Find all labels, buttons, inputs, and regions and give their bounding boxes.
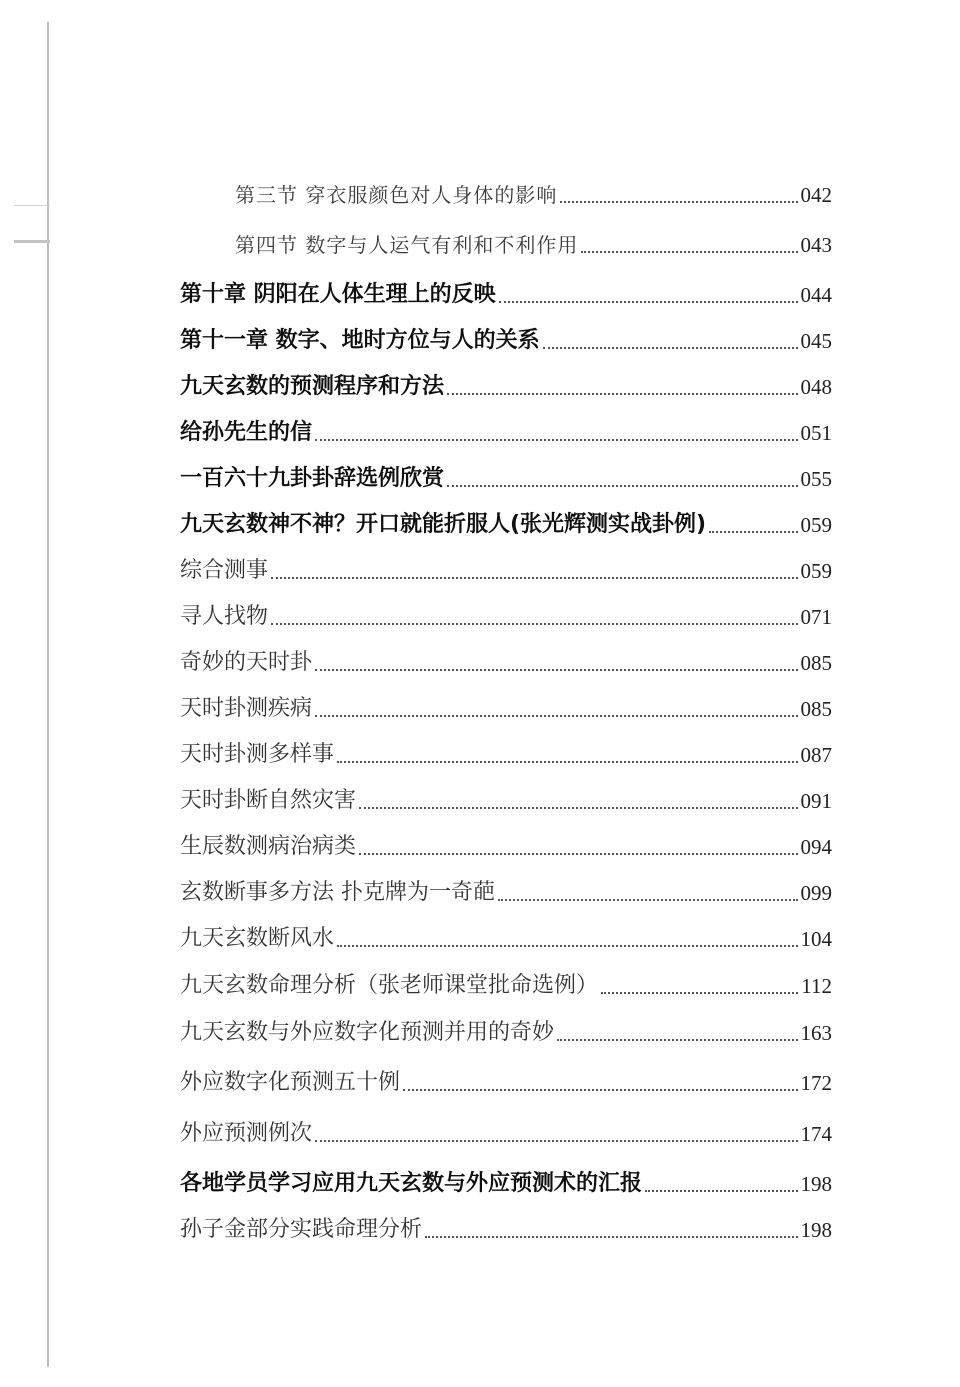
toc-entry-page: 059 [800, 559, 832, 583]
toc-entry [180, 275, 832, 309]
toc-entry-page: 112 [801, 974, 832, 998]
toc-leader-dots [645, 1190, 797, 1192]
toc-entry-page: 094 [800, 835, 832, 859]
toc-leader-dots [337, 945, 797, 947]
toc-leader-dots [337, 761, 797, 763]
toc-entry [180, 1114, 832, 1148]
toc-leader-dots [315, 715, 797, 717]
toc-leader-dots [359, 807, 797, 809]
toc-entry [180, 919, 832, 953]
toc-entry-page: 055 [800, 467, 832, 491]
toc-entry [235, 225, 832, 259]
toc-entry [180, 551, 832, 585]
toc-entry-title: 各地学员学习应用九天玄数与外应预测术的汇报 [180, 1171, 643, 1196]
toc-entry [180, 873, 832, 907]
toc-entry-title: 外应预测例次 [180, 1121, 313, 1146]
toc-entry-title: 外应数字化预测五十例 [180, 1070, 401, 1095]
toc-leader-dots [557, 1039, 797, 1041]
toc-entry-title: 九天玄数的预测程序和方法 [180, 374, 445, 399]
toc-leader-dots [359, 853, 797, 855]
toc-leader-dots [271, 623, 797, 625]
toc-leader-dots [498, 899, 798, 901]
toc-entry-page: 048 [800, 375, 832, 399]
toc-entry [180, 321, 832, 355]
toc-entry-page: 044 [800, 283, 832, 307]
toc-entry-page: 198 [800, 1172, 832, 1196]
toc-leader-dots [315, 439, 797, 441]
toc-entry-title: 一百六十九卦卦辞选例欣赏 [180, 466, 445, 491]
toc-entry [180, 643, 832, 677]
toc-entry-title: 第十一章 数字、地时方位与人的关系 [180, 328, 540, 353]
toc-entry [180, 597, 832, 631]
toc-entry-title: 九天玄数命理分析（张老师课堂批命选例） [180, 973, 599, 998]
toc-entry-page: 051 [800, 421, 832, 445]
toc-entry-title: 奇妙的天时卦 [180, 650, 313, 675]
toc-entry-page: 172 [800, 1071, 832, 1095]
toc-entry-title: 第三节 穿衣服颜色对人身体的影响 [235, 183, 558, 207]
toc-entry [180, 1013, 832, 1047]
toc-entry-page: 174 [800, 1122, 832, 1146]
toc-leader-dots [315, 1140, 797, 1142]
toc-entry-page: 071 [800, 605, 832, 629]
toc-entry [180, 1063, 832, 1097]
toc-entry-page: 045 [800, 329, 832, 353]
toc-entry [180, 505, 832, 539]
toc-entry-page: 087 [800, 743, 832, 767]
toc-entry-page: 198 [800, 1218, 832, 1242]
toc-leader-dots [543, 347, 798, 349]
toc-entry-title: 第十章 阴阳在人体生理上的反映 [180, 282, 496, 307]
toc-entry-page: 059 [800, 513, 832, 537]
toc-entry [180, 735, 832, 769]
toc-leader-dots [447, 393, 797, 395]
toc-entry-page: 085 [800, 651, 832, 675]
toc-leader-dots [601, 992, 798, 994]
toc-entry-title: 生辰数测病治病类 [180, 834, 357, 859]
toc-leader-dots [560, 201, 797, 203]
toc-entry [180, 781, 832, 815]
toc-entry [180, 367, 832, 401]
toc-entry-page: 163 [800, 1021, 832, 1045]
toc-entry [180, 459, 832, 493]
toc-entry [180, 966, 832, 1000]
toc-entry-title: 九天玄数与外应数字化预测并用的奇妙 [180, 1020, 555, 1045]
toc-entry-page: 091 [800, 789, 832, 813]
toc-entry-title: 孙子金部分实践命理分析 [180, 1217, 423, 1242]
toc-entry-title: 玄数断事多方法 扑克牌为一奇葩 [180, 880, 495, 905]
toc-entry [180, 1164, 832, 1198]
toc-entry-title: 天时卦断自然灾害 [180, 788, 357, 813]
toc-entry-title: 九天玄数神不神？开口就能折服人(张光辉测实战卦例) [180, 512, 707, 537]
toc-entry [180, 689, 832, 723]
toc-leader-dots [271, 577, 797, 579]
toc-entry-page: 099 [800, 881, 832, 905]
toc-leader-dots [315, 669, 797, 671]
toc-entry [180, 827, 832, 861]
toc-entry [180, 413, 832, 447]
toc-entry-page: 042 [800, 183, 832, 207]
toc-leader-dots [447, 485, 797, 487]
toc-entry-title: 九天玄数断风水 [180, 926, 335, 951]
toc-entry-page: 104 [800, 927, 832, 951]
toc-entry [235, 175, 832, 209]
toc-leader-dots [581, 251, 797, 253]
toc-entry-title: 综合测事 [180, 558, 269, 583]
toc-leader-dots [499, 301, 798, 303]
toc-entry-title: 天时卦测疾病 [180, 696, 313, 721]
toc-leader-dots [709, 531, 797, 533]
toc-entry-page: 043 [800, 233, 832, 257]
toc-leader-dots [425, 1236, 797, 1238]
toc-entry-title: 给孙先生的信 [180, 420, 313, 445]
toc-entry-page: 085 [800, 697, 832, 721]
toc-entry-title: 寻人找物 [180, 604, 269, 629]
toc-entry-title: 天时卦测多样事 [180, 742, 335, 767]
toc-leader-dots [403, 1089, 797, 1091]
toc-entry-title: 第四节 数字与人运气有利和不利作用 [235, 233, 579, 257]
toc-entry [180, 1210, 832, 1244]
